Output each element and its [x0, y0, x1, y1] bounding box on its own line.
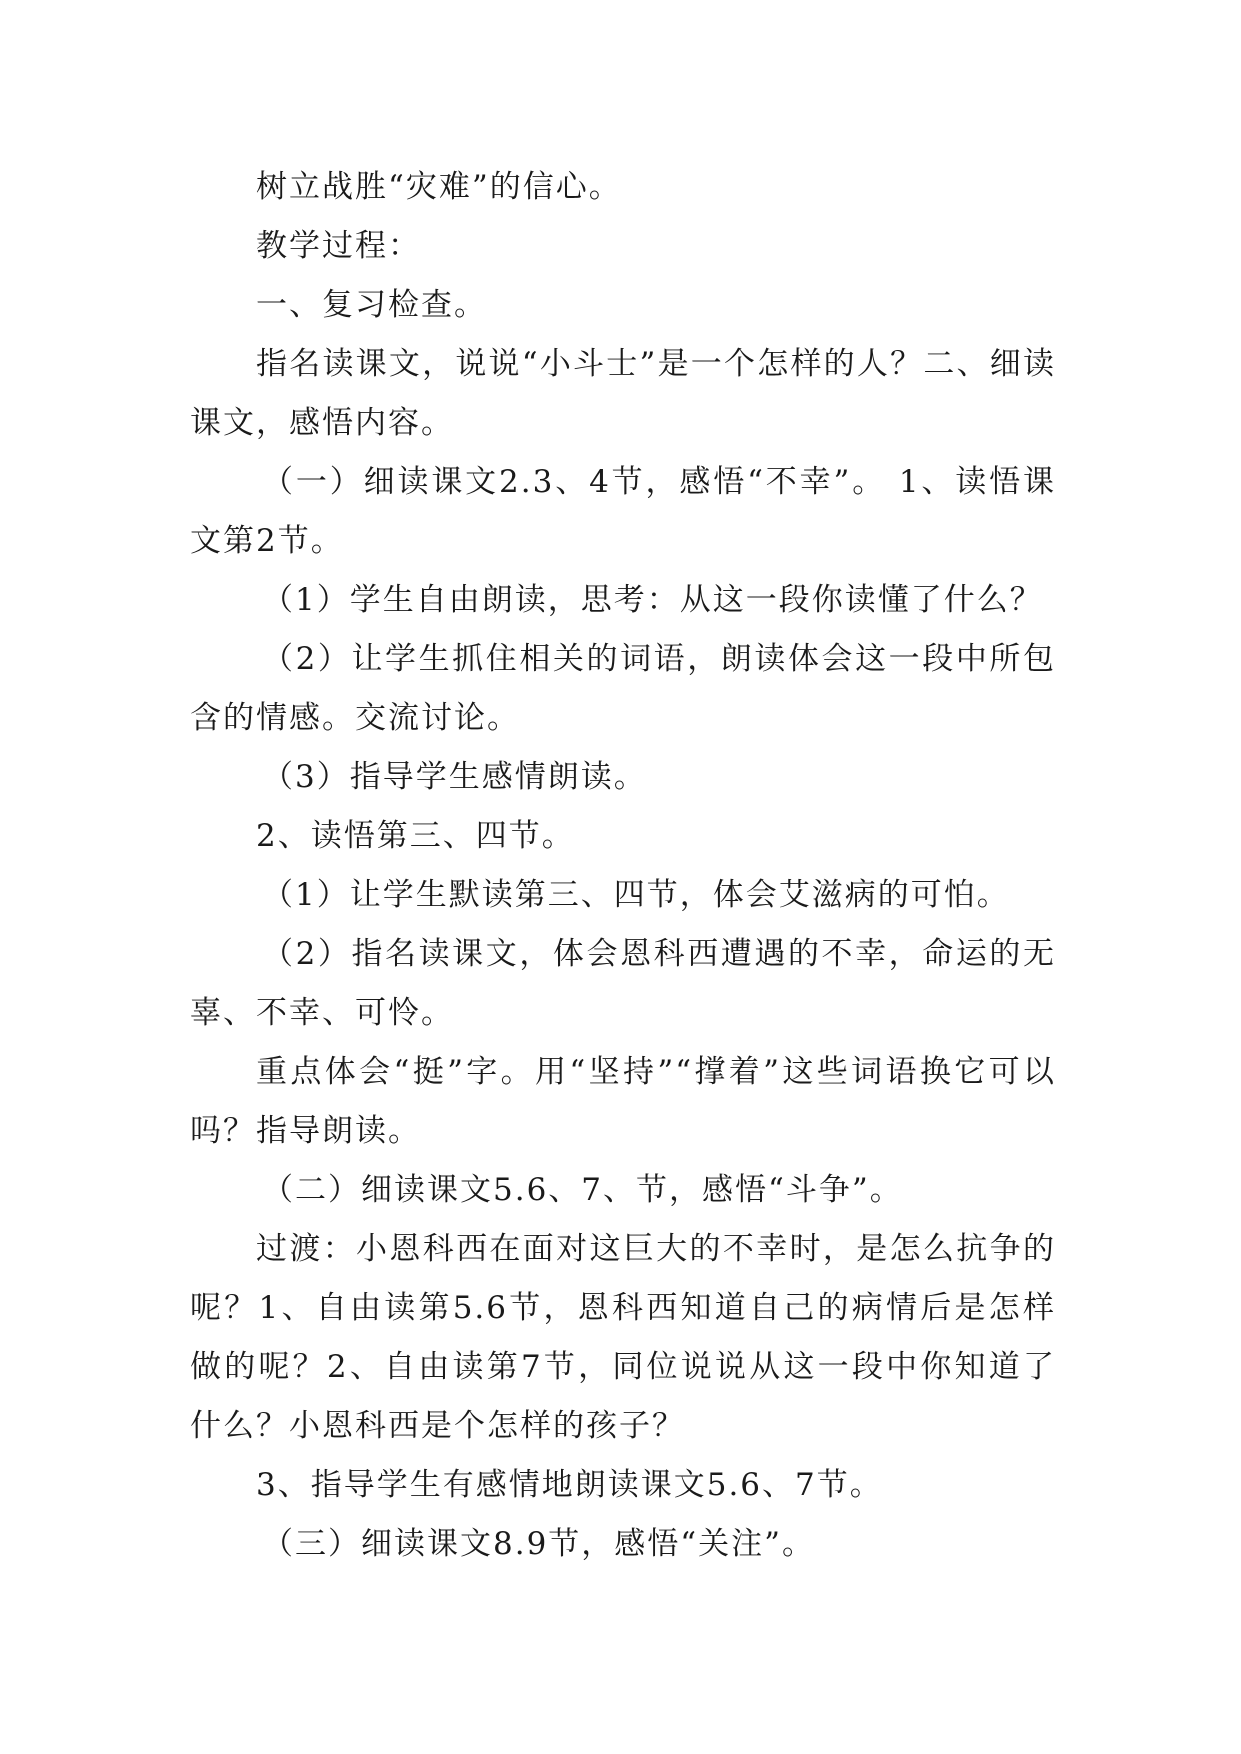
paragraph: 树立战胜“灾难”的信心。 [256, 169, 622, 205]
paragraph: 2、读悟第三、四节。 [256, 818, 575, 854]
paragraph: 一、复习检查。 [256, 287, 487, 323]
paragraph: 指名读课文，说说“小斗士”是一个怎样的人？二、细读课文，感悟内容。 [190, 346, 1056, 441]
paragraph: （1）让学生默读第三、四节，体会艾滋病的可怕。 [262, 877, 1010, 913]
paragraph: （1）学生自由朗读，思考：从这一段你读懂了什么？ [262, 582, 1043, 618]
paragraph: （一）细读课文2.3、4节，感悟“不幸”。 1、读悟课文第2节。 [190, 464, 1056, 559]
paragraph: （二）细读课文5.6、7、节，感悟“斗争”。 [262, 1172, 903, 1208]
paragraph: 3、指导学生有感情地朗读课文5.6、7节。 [256, 1467, 883, 1503]
paragraph: （2）让学生抓住相关的词语，朗读体会这一段中所包含的情感。交流讨论。 [190, 641, 1056, 736]
paragraph: （3）指导学生感情朗读。 [262, 759, 647, 795]
paragraph: 教学过程： [256, 228, 421, 264]
paragraph: （三）细读课文8.9节，感悟“关注”。 [262, 1526, 815, 1562]
document-body [190, 158, 1056, 1574]
paragraph: （2）指名读课文，体会恩科西遭遇的不幸，命运的无辜、不幸、可怜。 [190, 936, 1056, 1031]
paragraph: 过渡：小恩科西在面对这巨大的不幸时，是怎么抗争的呢？1、自由读第5.6节，恩科西知道自己的病情后是怎样做的呢？2、自由读第7节，同位说说从这一段中你知道了什么？小恩科西是个怎样的孩子？ [190, 1231, 1056, 1444]
paragraph: 重点体会“挺”字。用“坚持”“撑着”这些词语换它可以吗？指导朗读。 [190, 1054, 1056, 1149]
